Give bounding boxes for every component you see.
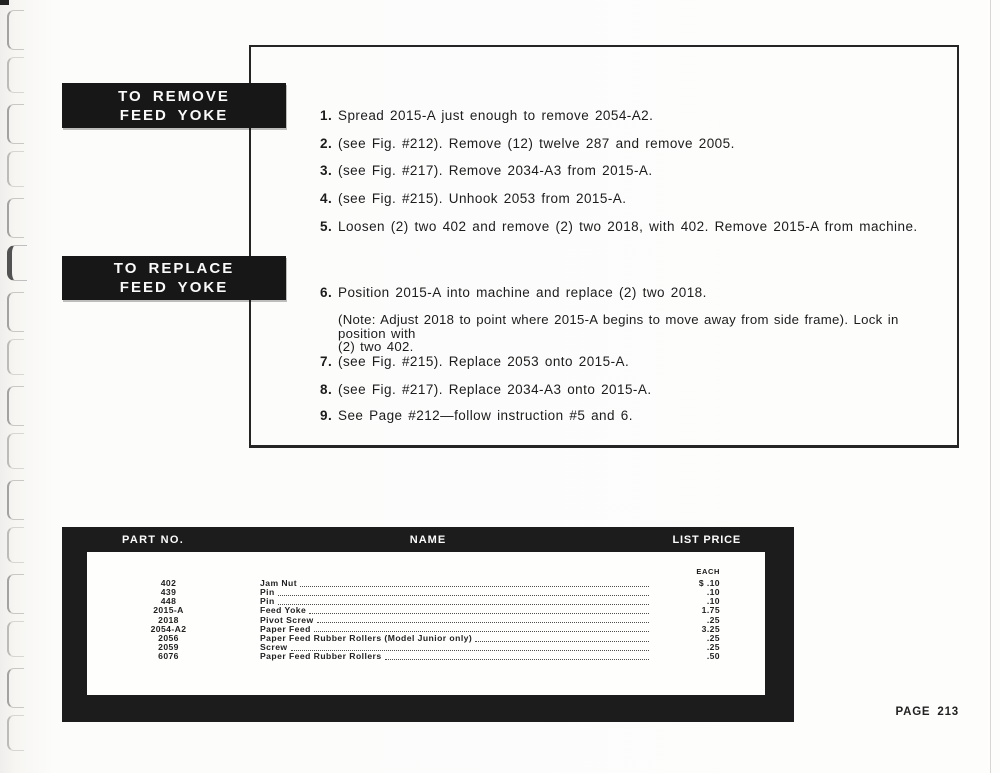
instruction-text: (see Fig. #217). Replace 2034-A3 onto 2015-A.: [338, 382, 652, 397]
binding-hole: [7, 574, 24, 614]
instruction-text: See Page #212—follow instruction #5 and 6.: [338, 408, 633, 423]
part-name-cell: Jam Nut: [260, 578, 298, 588]
part-no-cell: 448: [160, 596, 177, 607]
section-label-remove-feed-yoke: [62, 83, 286, 128]
instruction-item: [320, 355, 629, 369]
part-name-cell: Pin: [260, 596, 275, 607]
binding-hole: [7, 104, 24, 144]
table-row: [87, 597, 765, 606]
instruction-item: [320, 109, 653, 123]
instruction-number: 4.: [320, 191, 333, 206]
table-row: [87, 588, 765, 597]
price-unit-label: EACH: [696, 567, 720, 576]
binding-hole: [7, 151, 24, 187]
dot-leader: [385, 659, 649, 660]
instruction-item: [320, 383, 652, 397]
name-cell-area: [260, 579, 650, 588]
instruction-text: (see Fig. #217). Remove 2034-A3 from 2015-A.: [338, 163, 653, 178]
section-label-line2: FEED YOKE: [119, 279, 229, 296]
binding-hole: [7, 480, 24, 520]
name-cell-area: [260, 652, 650, 661]
part-name-cell: Paper Feed Rubber Rollers: [260, 651, 382, 662]
instruction-text: (see Fig. #215). Replace 2053 onto 2015-A.: [338, 354, 630, 369]
name-cell-area: [260, 616, 650, 625]
table-row: [87, 634, 765, 643]
price-cell: $ .10: [698, 578, 720, 588]
instruction-item: [320, 164, 653, 178]
table-row: [87, 643, 765, 652]
binding-hole: [7, 292, 24, 332]
binding-hole: [7, 198, 24, 238]
name-cell-area: [260, 597, 650, 606]
instruction-number: 7.: [320, 354, 333, 369]
price-cell: .25: [706, 614, 720, 625]
binding-hole: [7, 245, 27, 281]
binding-hole: [7, 668, 24, 708]
parts-table: [62, 527, 794, 722]
part-no-cell: 6076: [158, 651, 179, 662]
instruction-text: Position 2015-A into machine and replace (2) two 2018.: [338, 285, 707, 300]
header-list-price: LIST PRICE: [672, 534, 741, 546]
binding-hole: [7, 339, 24, 375]
instruction-number: 6.: [320, 285, 333, 300]
scan-corner-artifact: [0, 0, 9, 5]
instruction-item: [320, 220, 918, 234]
part-no-cell: 2059: [158, 641, 179, 652]
part-no-cell: 2018: [158, 614, 179, 625]
section-label-line1: TO REPLACE: [113, 260, 235, 277]
note-text: [338, 313, 938, 354]
instruction-number: 5.: [320, 219, 333, 234]
dot-leader: [278, 604, 649, 605]
table-row: [87, 616, 765, 625]
table-row: [87, 606, 765, 615]
binding-hole: [7, 386, 24, 426]
binding-hole: [7, 715, 24, 751]
price-cell: .25: [706, 632, 720, 643]
binding-hole: [7, 433, 24, 469]
dot-leader: [317, 622, 649, 623]
part-name-cell: Screw: [260, 641, 288, 652]
table-row: [87, 579, 765, 588]
name-cell-area: [260, 606, 650, 615]
dot-leader: [475, 641, 649, 642]
table-row: [87, 652, 765, 661]
price-cell: .10: [706, 596, 720, 607]
binding-hole: [7, 57, 24, 93]
instruction-number: 1.: [320, 108, 333, 123]
part-name-cell: Pivot Screw: [260, 614, 314, 625]
instruction-item: [320, 409, 633, 423]
instruction-text: (see Fig. #212). Remove (12) twelve 287 and remove 2005.: [338, 136, 735, 151]
parts-table-rows: [87, 579, 765, 661]
page-edge-line: [990, 0, 991, 773]
binding-hole: [7, 527, 24, 563]
price-cell: .50: [706, 651, 720, 662]
header-name: NAME: [409, 534, 447, 546]
instruction-text: Spread 2015-A just enough to remove 2054-A2.: [338, 108, 654, 123]
page-number: PAGE 213: [895, 706, 959, 718]
price-cell: 1.75: [701, 605, 720, 616]
name-cell-area: [260, 634, 650, 643]
price-cell: 3.25: [701, 623, 720, 634]
instruction-number: 3.: [320, 163, 333, 178]
note-line: (Note: Adjust 2018 to point where 2015-A begins to move away from side frame). Lock in position with: [338, 312, 899, 341]
section-label-line2: FEED YOKE: [119, 106, 229, 124]
section-label-line1: TO REMOVE: [118, 87, 230, 105]
instruction-text: Loosen (2) two 402 and remove (2) two 2018, with 402. Remove 2015-A from machine.: [338, 219, 918, 234]
part-no-cell: 2056: [158, 632, 179, 643]
header-part-no: PART NO.: [122, 534, 185, 546]
parts-table-body-panel: [87, 552, 765, 695]
section-label-replace-feed-yoke: [62, 256, 286, 300]
instruction-item: [320, 137, 735, 151]
instruction-number: 9.: [320, 408, 333, 423]
name-cell-area: [260, 588, 650, 597]
dot-leader: [278, 595, 649, 596]
part-name-cell: Paper Feed Rubber Rollers (Model Junior only): [260, 632, 473, 643]
note-line: (2) two 402.: [338, 339, 414, 354]
part-name-cell: Feed Yoke: [260, 605, 307, 616]
part-no-cell: 439: [160, 587, 177, 598]
instruction-text: (see Fig. #215). Unhook 2053 from 2015-A.: [338, 191, 627, 206]
part-no-cell: 402: [160, 578, 177, 588]
instruction-number: 8.: [320, 382, 333, 397]
price-cell: .10: [706, 587, 720, 598]
binding-hole: [7, 10, 24, 50]
part-name-cell: Paper Feed: [260, 623, 311, 634]
part-no-cell: 2015-A: [153, 605, 184, 616]
instruction-item: [320, 192, 626, 206]
instruction-number: 2.: [320, 136, 333, 151]
binding-hole: [7, 621, 24, 657]
dot-leader: [300, 586, 649, 587]
parts-table-header: [62, 527, 794, 552]
price-cell: .25: [706, 641, 720, 652]
part-name-cell: Pin: [260, 587, 275, 598]
part-no-cell: 2054-A2: [150, 623, 187, 634]
dot-leader: [309, 613, 649, 614]
instruction-item: [320, 286, 707, 300]
